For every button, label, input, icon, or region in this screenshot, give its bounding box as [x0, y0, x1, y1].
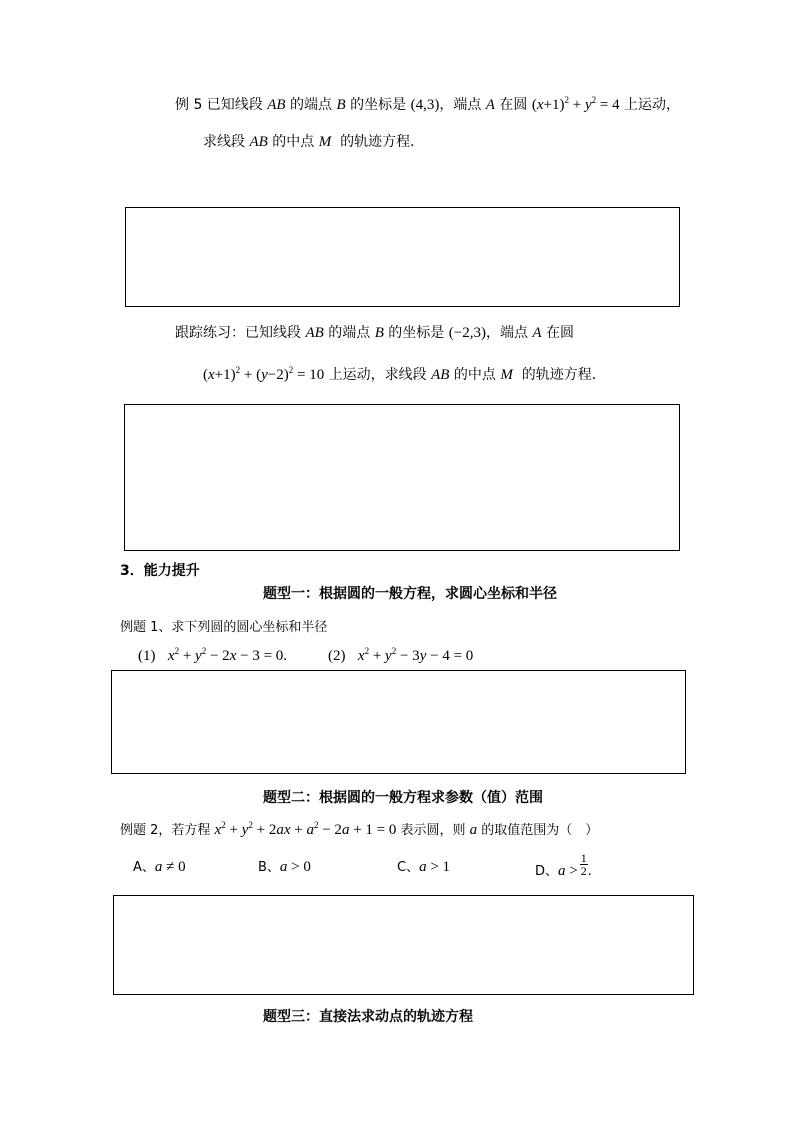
type1-title: 题型一：根据圆的一般方程，求圆心坐标和半径 — [263, 586, 557, 602]
answer-box-type1[interactable] — [111, 670, 686, 774]
section3-title: 3．能力提升 — [120, 563, 200, 579]
option-b[interactable]: B、a > 0 — [258, 859, 311, 875]
tracking-line2: $(x+1)^2 + (y-2)^2 = 10$ 上运动，求线段 AB 的中点 M 的轨迹方程． — [203, 365, 606, 383]
tracking-line1: 跟踪练习：已知线段 AB 的端点 B 的坐标是 (−2,3)，端点 A 在圆 — [175, 325, 575, 341]
option-c[interactable]: C、a > 1 — [397, 859, 451, 875]
example5-line2: 求线段 AB 的中点 M 的轨迹方程． — [203, 134, 425, 150]
type1-item2: (2) $x^2 + y^2 - 3y - 4 = 0$ — [328, 646, 474, 664]
answer-box-type2[interactable] — [113, 895, 694, 995]
type3-title: 题型三：直接法求动点的轨迹方程 — [263, 1009, 473, 1025]
answer-box-example5[interactable] — [125, 207, 680, 307]
example5-line1: 例 5 已知线段 AB 的端点 B 的坐标是 (4,3)，端点 A 在圆 $(x+1)^2 + y^2 = 4$ 上运动， — [175, 95, 681, 113]
type1-example-intro: 例题 1、求下列圆的圆心坐标和半径 — [120, 620, 328, 635]
option-d[interactable]: D、a > $\frac{1}{2}$ . — [535, 851, 592, 879]
type1-item1: (1) $x^2 + y^2 - 2x - 3 = 0$. — [138, 646, 288, 664]
type2-title: 题型二：根据圆的一般方程求参数（值）范围 — [263, 790, 543, 806]
option-a[interactable]: A、a ≠ 0 — [133, 859, 186, 875]
fraction-one-half: $\frac{1}{2}$ — [580, 851, 587, 878]
answer-box-tracking[interactable] — [124, 404, 680, 551]
type2-example-intro: 例题 2，若方程 $x^2 + y^2 + 2ax + a^2 - 2a + 1 = 0$ 表示圆，则 a 的取值范围为（ ） — [120, 820, 599, 838]
